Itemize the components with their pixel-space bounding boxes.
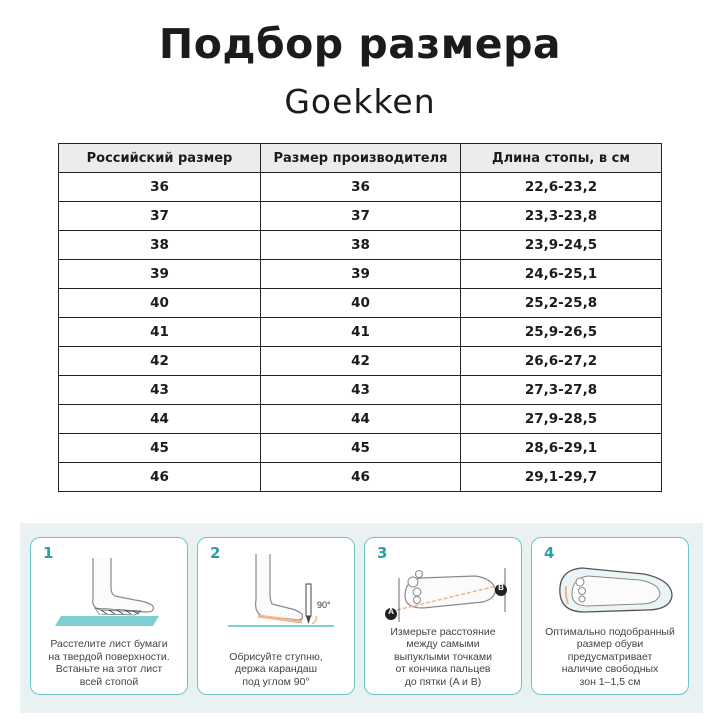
russian-size-cell: 37 (59, 202, 261, 231)
step-card-1 (30, 537, 188, 695)
russian-size-cell: 36 (59, 173, 261, 202)
trace-foot-icon (198, 538, 356, 638)
maker-size-cell: 45 (261, 434, 461, 463)
foot-length-cell: 25,9-26,5 (461, 318, 662, 347)
russian-size-cell: 44 (59, 405, 261, 434)
step-text: Расстелите лист бумаги на твердой поверхности. Встаньте на этот лист всей стопой (48, 638, 170, 688)
maker-size-cell: 37 (261, 202, 461, 231)
maker-size-cell: 41 (261, 318, 461, 347)
maker-size-cell: 44 (261, 405, 461, 434)
angle-label: 90° (317, 600, 331, 610)
page-title: Подбор размера (158, 20, 562, 68)
foot-length-cell: 27,3-27,8 (461, 376, 662, 405)
maker-size-cell: 36 (261, 173, 461, 202)
maker-size-cell: 43 (261, 376, 461, 405)
foot-length-cell: 25,2-25,8 (461, 289, 662, 318)
table-row (59, 463, 662, 492)
foot-length-cell: 29,1-29,7 (461, 463, 662, 492)
step-card-4 (531, 537, 689, 695)
russian-size-cell: 42 (59, 347, 261, 376)
step-number: 1 (43, 544, 54, 562)
step-number: 4 (544, 544, 555, 562)
table-row (59, 405, 662, 434)
foot-length-cell: 24,6-25,1 (461, 260, 662, 289)
table-row (59, 434, 662, 463)
table-header-row (59, 144, 662, 173)
russian-size-cell: 46 (59, 463, 261, 492)
maker-size-cell: 39 (261, 260, 461, 289)
table-row (59, 231, 662, 260)
table-row (59, 347, 662, 376)
shoe-fit-icon (532, 538, 690, 638)
step-number: 2 (210, 544, 221, 562)
point-b-label: B (498, 583, 504, 592)
standing-foot-icon (31, 538, 189, 638)
foot-length-cell: 22,6-23,2 (461, 173, 662, 202)
foot-length-cell: 23,3-23,8 (461, 202, 662, 231)
step-text: Оптимально подобранный размер обуви предусматривает наличие свободных зон 1–1,5 см (545, 625, 675, 688)
russian-size-cell: 40 (59, 289, 261, 318)
russian-size-cell: 45 (59, 434, 261, 463)
foot-length-cell: 23,9-24,5 (461, 231, 662, 260)
table-row (59, 376, 662, 405)
foot-length-cell: 26,6-27,2 (461, 347, 662, 376)
table-row (59, 260, 662, 289)
step-number: 3 (377, 544, 388, 562)
step-text: Обрисуйте ступню, держа карандаш под углом 90° (229, 650, 323, 688)
russian-size-cell: 38 (59, 231, 261, 260)
instructions-panel (20, 523, 703, 713)
column-header-maker-size: Размер производителя (261, 144, 461, 173)
point-a-label: A (388, 607, 394, 616)
russian-size-cell: 43 (59, 376, 261, 405)
size-table (58, 143, 662, 492)
step-text: Измерьте расстояние между самыми выпуклыми точками от кончика пальцев до пятки (A и B) (390, 625, 496, 688)
table-row (59, 289, 662, 318)
russian-size-cell: 41 (59, 318, 261, 347)
brand-name: Goekken (284, 82, 436, 121)
maker-size-cell: 46 (261, 463, 461, 492)
foot-length-cell: 27,9-28,5 (461, 405, 662, 434)
table-row (59, 173, 662, 202)
column-header-russian-size: Российский размер (59, 144, 261, 173)
column-header-foot-length: Длина стопы, в см (461, 144, 662, 173)
table-row (59, 202, 662, 231)
maker-size-cell: 40 (261, 289, 461, 318)
step-card-2 (197, 537, 355, 695)
step-card-3 (364, 537, 522, 695)
maker-size-cell: 42 (261, 347, 461, 376)
foot-length-cell: 28,6-29,1 (461, 434, 662, 463)
russian-size-cell: 39 (59, 260, 261, 289)
maker-size-cell: 38 (261, 231, 461, 260)
table-row (59, 318, 662, 347)
